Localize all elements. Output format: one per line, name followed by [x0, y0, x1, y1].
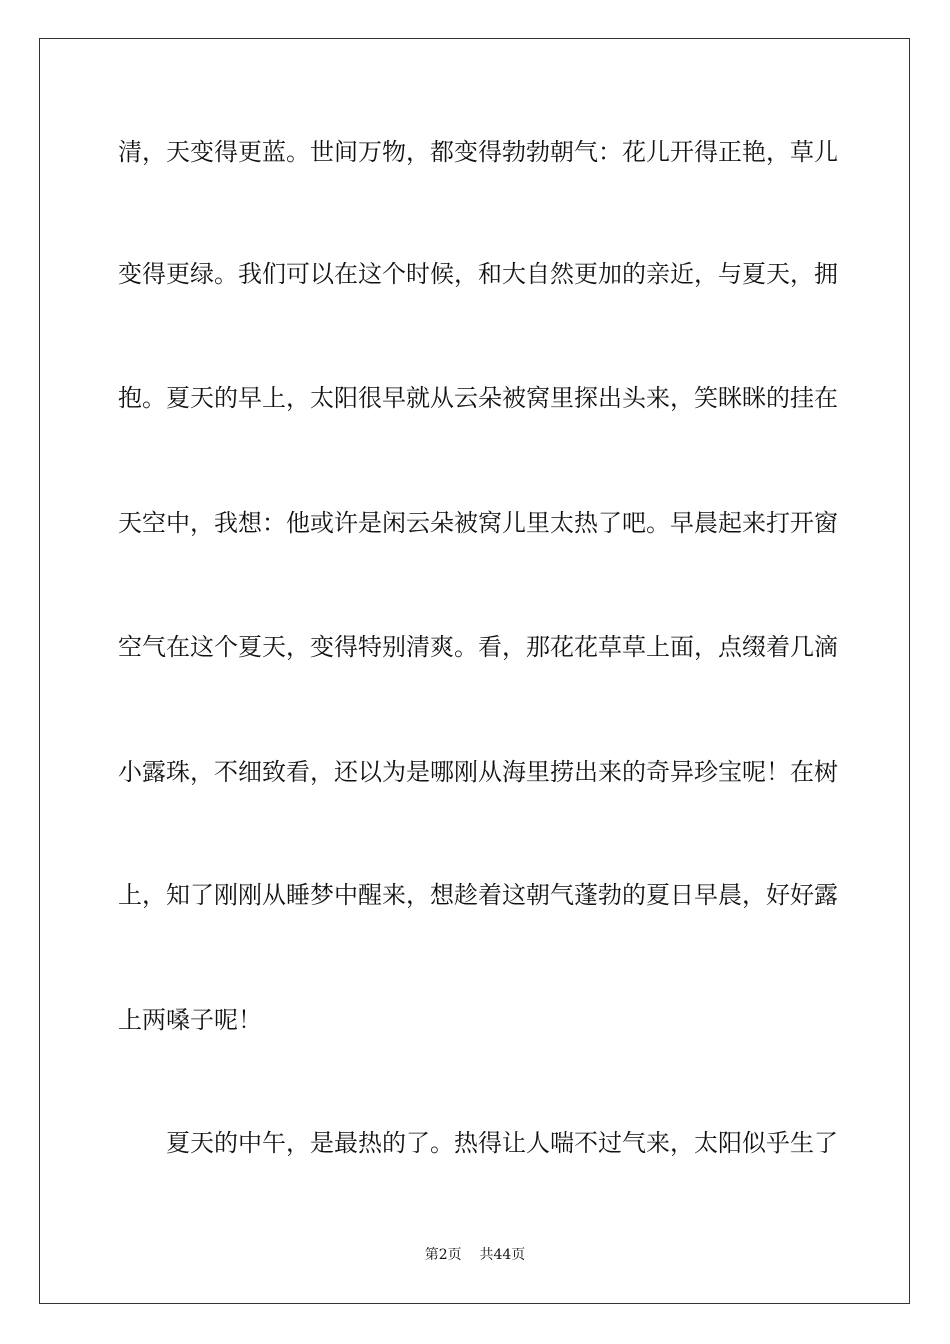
page-footer	[0, 1244, 950, 1264]
page-border	[39, 38, 910, 1304]
text-line-5: 空气在这个夏天，变得特别清爽。看，那花花草草上面，点缀着几滴	[118, 633, 838, 661]
text-line-4: 天空中，我想：他或许是闲云朵被窝儿里太热了吧。早晨起来打开窗	[118, 509, 838, 537]
text-line-1: 清，天变得更蓝。世间万物，都变得勃勃朝气：花儿开得正艳，草儿	[118, 138, 838, 166]
text-line-6: 小露珠，不细致看，还以为是哪刚从海里捞出来的奇异珍宝呢！在树	[118, 758, 838, 786]
page-number-current: 第2页	[424, 1247, 462, 1263]
text-line-8: 上两嗓子呢！	[118, 1006, 262, 1034]
text-line-7: 上，知了刚刚从睡梦中醒来，想趁着这朝气蓬勃的夏日早晨，好好露	[118, 881, 838, 909]
text-line-3: 抱。夏天的早上，太阳很早就从云朵被窝里探出头来，笑眯眯的挂在	[118, 384, 838, 412]
text-line-2: 变得更绿。我们可以在这个时候，和大自然更加的亲近，与夏天，拥	[118, 260, 838, 288]
paragraph-start-line: 夏天的中午，是最热的了。热得让人喘不过气来，太阳似乎生了	[166, 1129, 838, 1157]
page-number-total: 共44页	[479, 1247, 526, 1263]
